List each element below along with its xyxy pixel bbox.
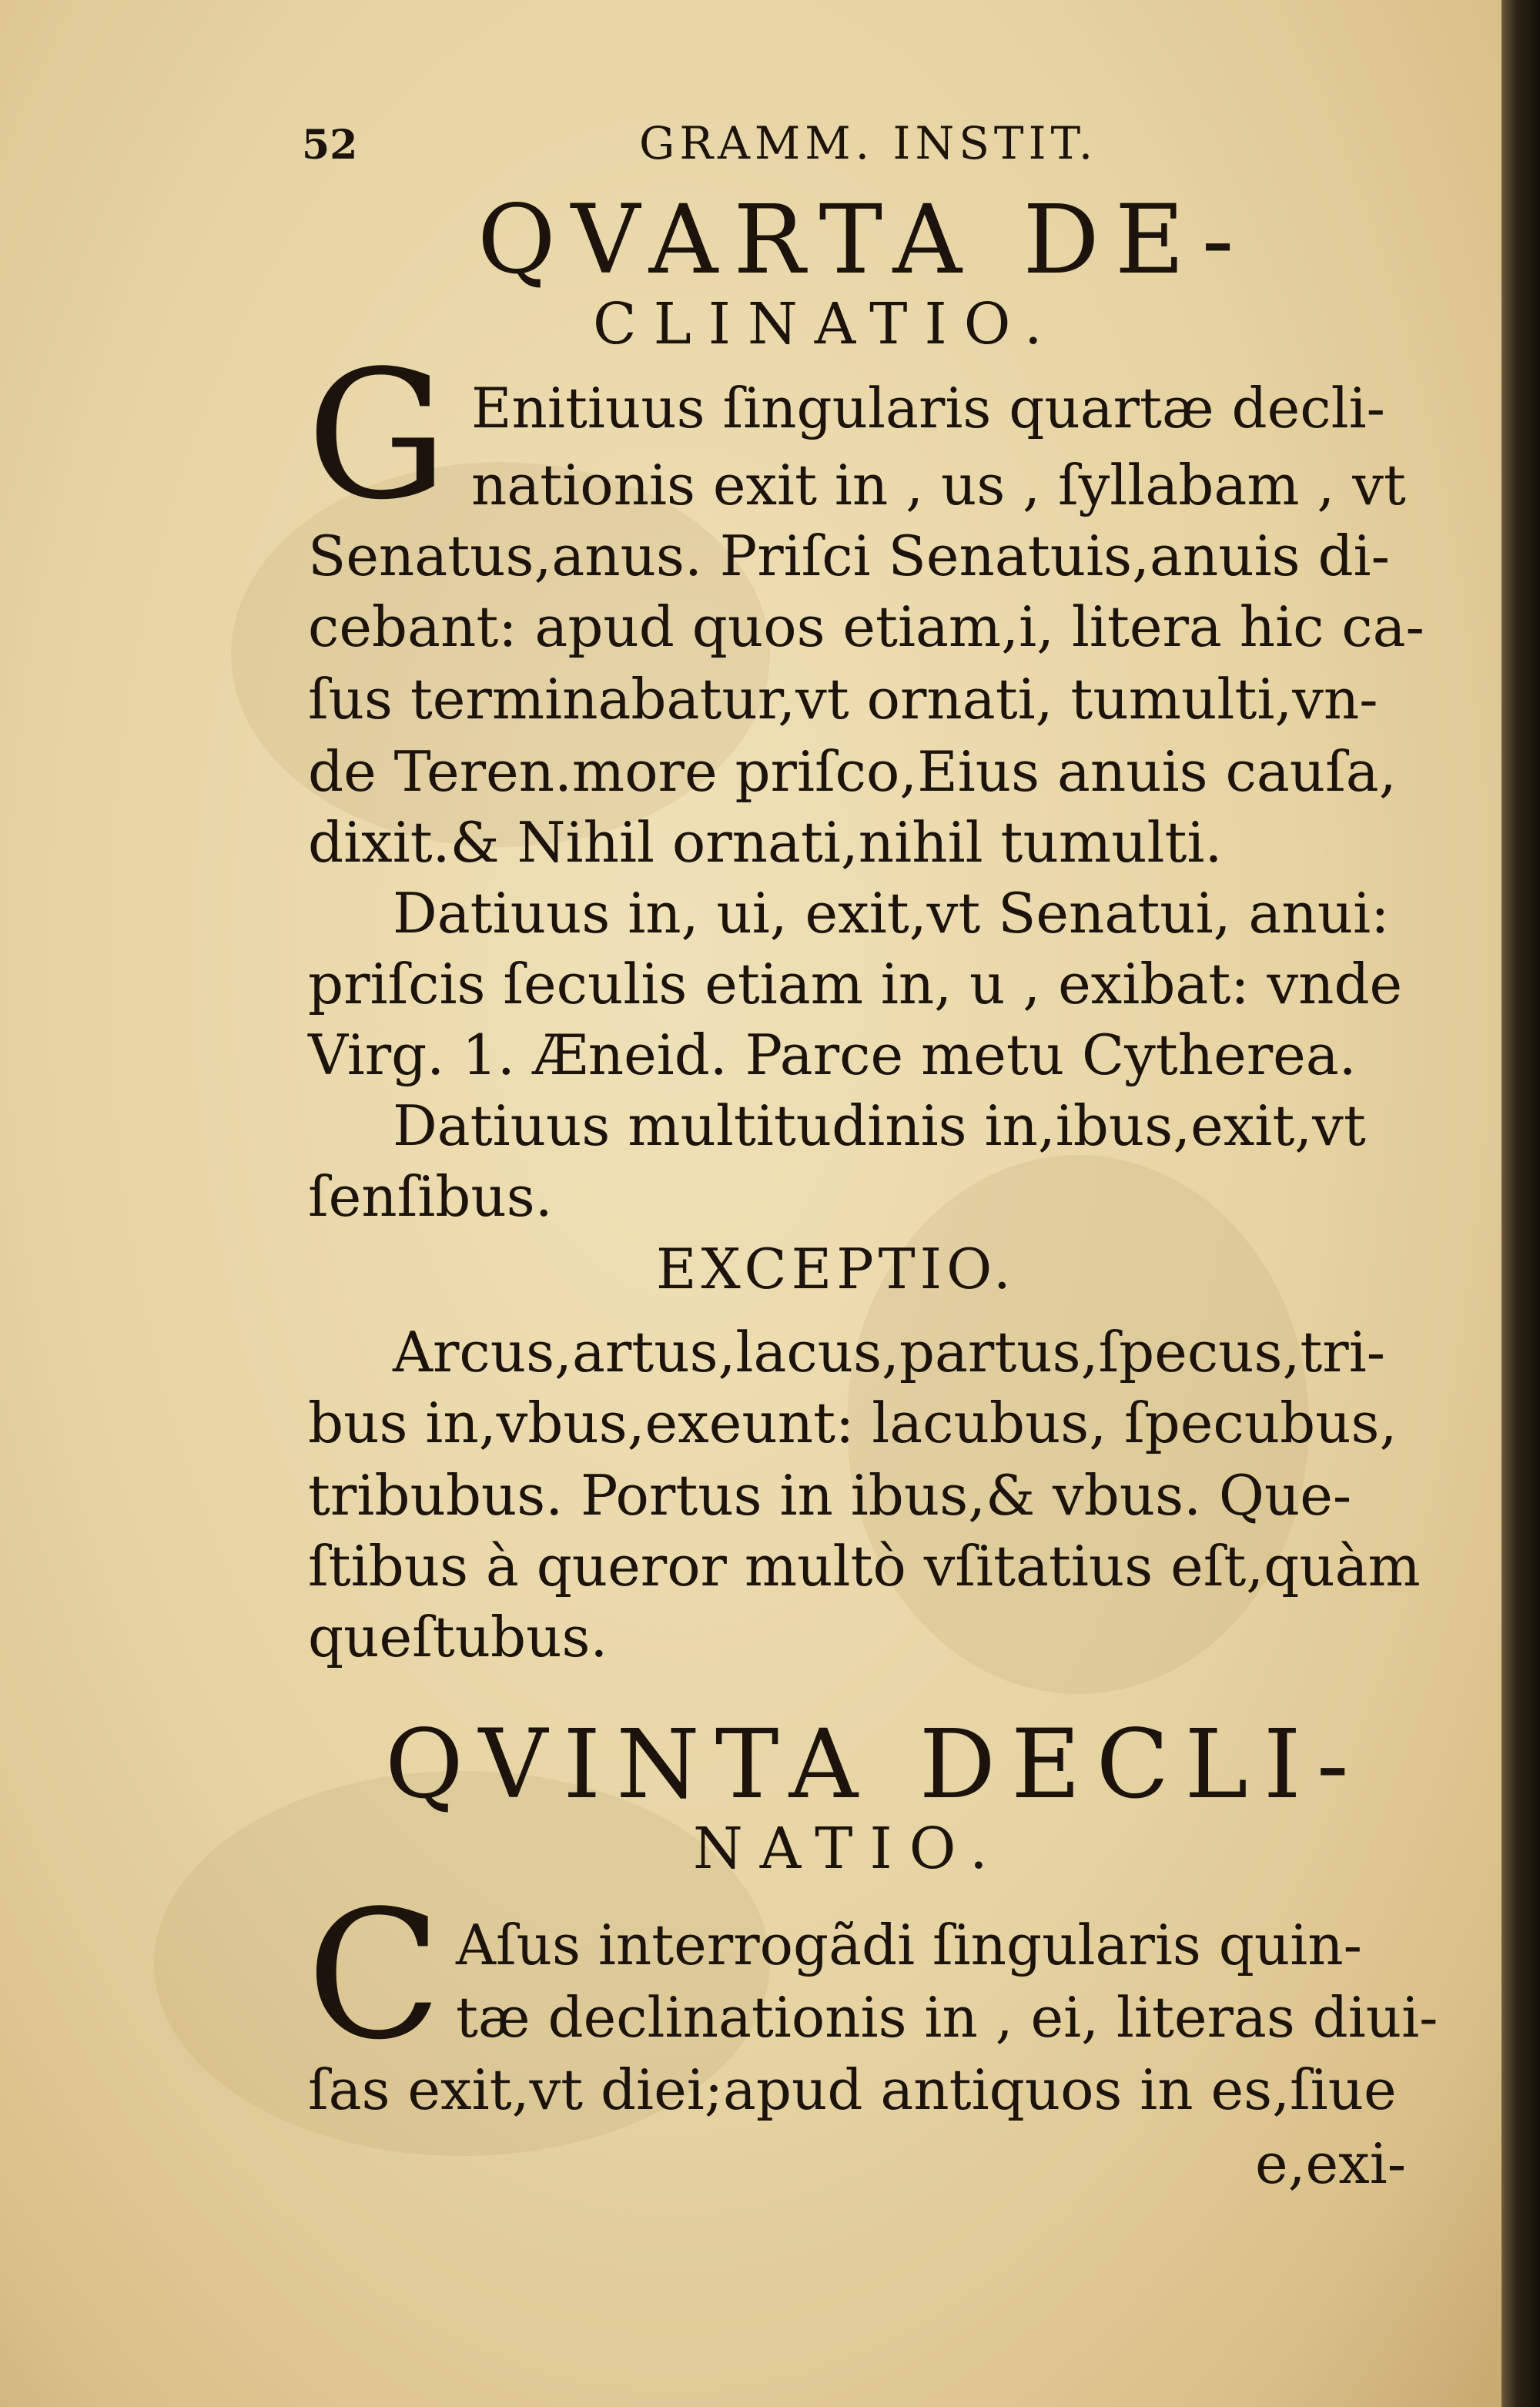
text-line: cebant: apud quos etiam,i, litera hic ca- bbox=[308, 594, 1424, 659]
text-line: tæ declinationis in , ei, literas diui- bbox=[456, 1985, 1438, 2050]
text-line: de Teren.more priſco,Eius anuis cauſa, bbox=[308, 739, 1397, 804]
text-line: priſcis ſeculis etiam in, u , exibat: vnde bbox=[308, 952, 1403, 1016]
page-number: 52 bbox=[302, 122, 358, 169]
section-heading-quinta-line2: NATIO. bbox=[693, 1816, 1005, 1882]
exception-heading: EXCEPTIO. bbox=[656, 1237, 1016, 1301]
text-line: bus in,vbus,exeunt: lacubus, ſpecubus, bbox=[308, 1391, 1398, 1455]
text-line: ſenſibus. bbox=[308, 1164, 553, 1229]
text-line: Datiuus in, ui, exit,vt Senatui, anui: bbox=[393, 881, 1390, 946]
text-line: nationis exit in , us , ſyllabam , vt bbox=[471, 453, 1406, 517]
drop-cap-g: G bbox=[306, 333, 448, 539]
text-line: Arcus,artus,lacus,partus,ſpecus,tri- bbox=[393, 1320, 1386, 1384]
text-line: Aſus interrogãdi ſingularis quin- bbox=[456, 1913, 1362, 1977]
section-heading-quinta-line1: QVINTA DECLI- bbox=[385, 1709, 1364, 1820]
text-line: ſtibus à queror multò vſitatius eſt,quàm bbox=[308, 1534, 1421, 1599]
text-line: ſas exit,vt diei;apud antiquos in es,ſiue bbox=[308, 2057, 1397, 2122]
section-heading-quarta-line1: QVARTA DE- bbox=[477, 185, 1250, 296]
book-gutter-edge bbox=[1502, 0, 1540, 2407]
text-line: Senatus,anus. Priſci Senatuis,anuis di- bbox=[308, 524, 1390, 588]
running-title: GRAMM. INSTIT. bbox=[639, 117, 1098, 169]
text-line: dixit.& Nihil ornati,nihil tumulti. bbox=[308, 810, 1223, 875]
drop-cap-c: C bbox=[306, 1873, 442, 2079]
text-line: Datiuus multitudinis in,ibus,exit,vt bbox=[393, 1093, 1366, 1158]
text-line: Virg. 1. Æneid. Parce metu Cytherea. bbox=[308, 1023, 1357, 1087]
text-line: tribubus. Portus in ibus,& vbus. Que- bbox=[308, 1463, 1352, 1528]
section-heading-quarta-line2: CLINATIO. bbox=[593, 291, 1060, 357]
text-line: Enitiuus ſingularis quartæ decli- bbox=[471, 376, 1385, 440]
catchword: e,exi- bbox=[1255, 2131, 1407, 2196]
text-line: ſus terminabatur,vt ornati, tumulti,vn- bbox=[308, 667, 1378, 731]
text-line: queſtubus. bbox=[308, 1605, 608, 1669]
